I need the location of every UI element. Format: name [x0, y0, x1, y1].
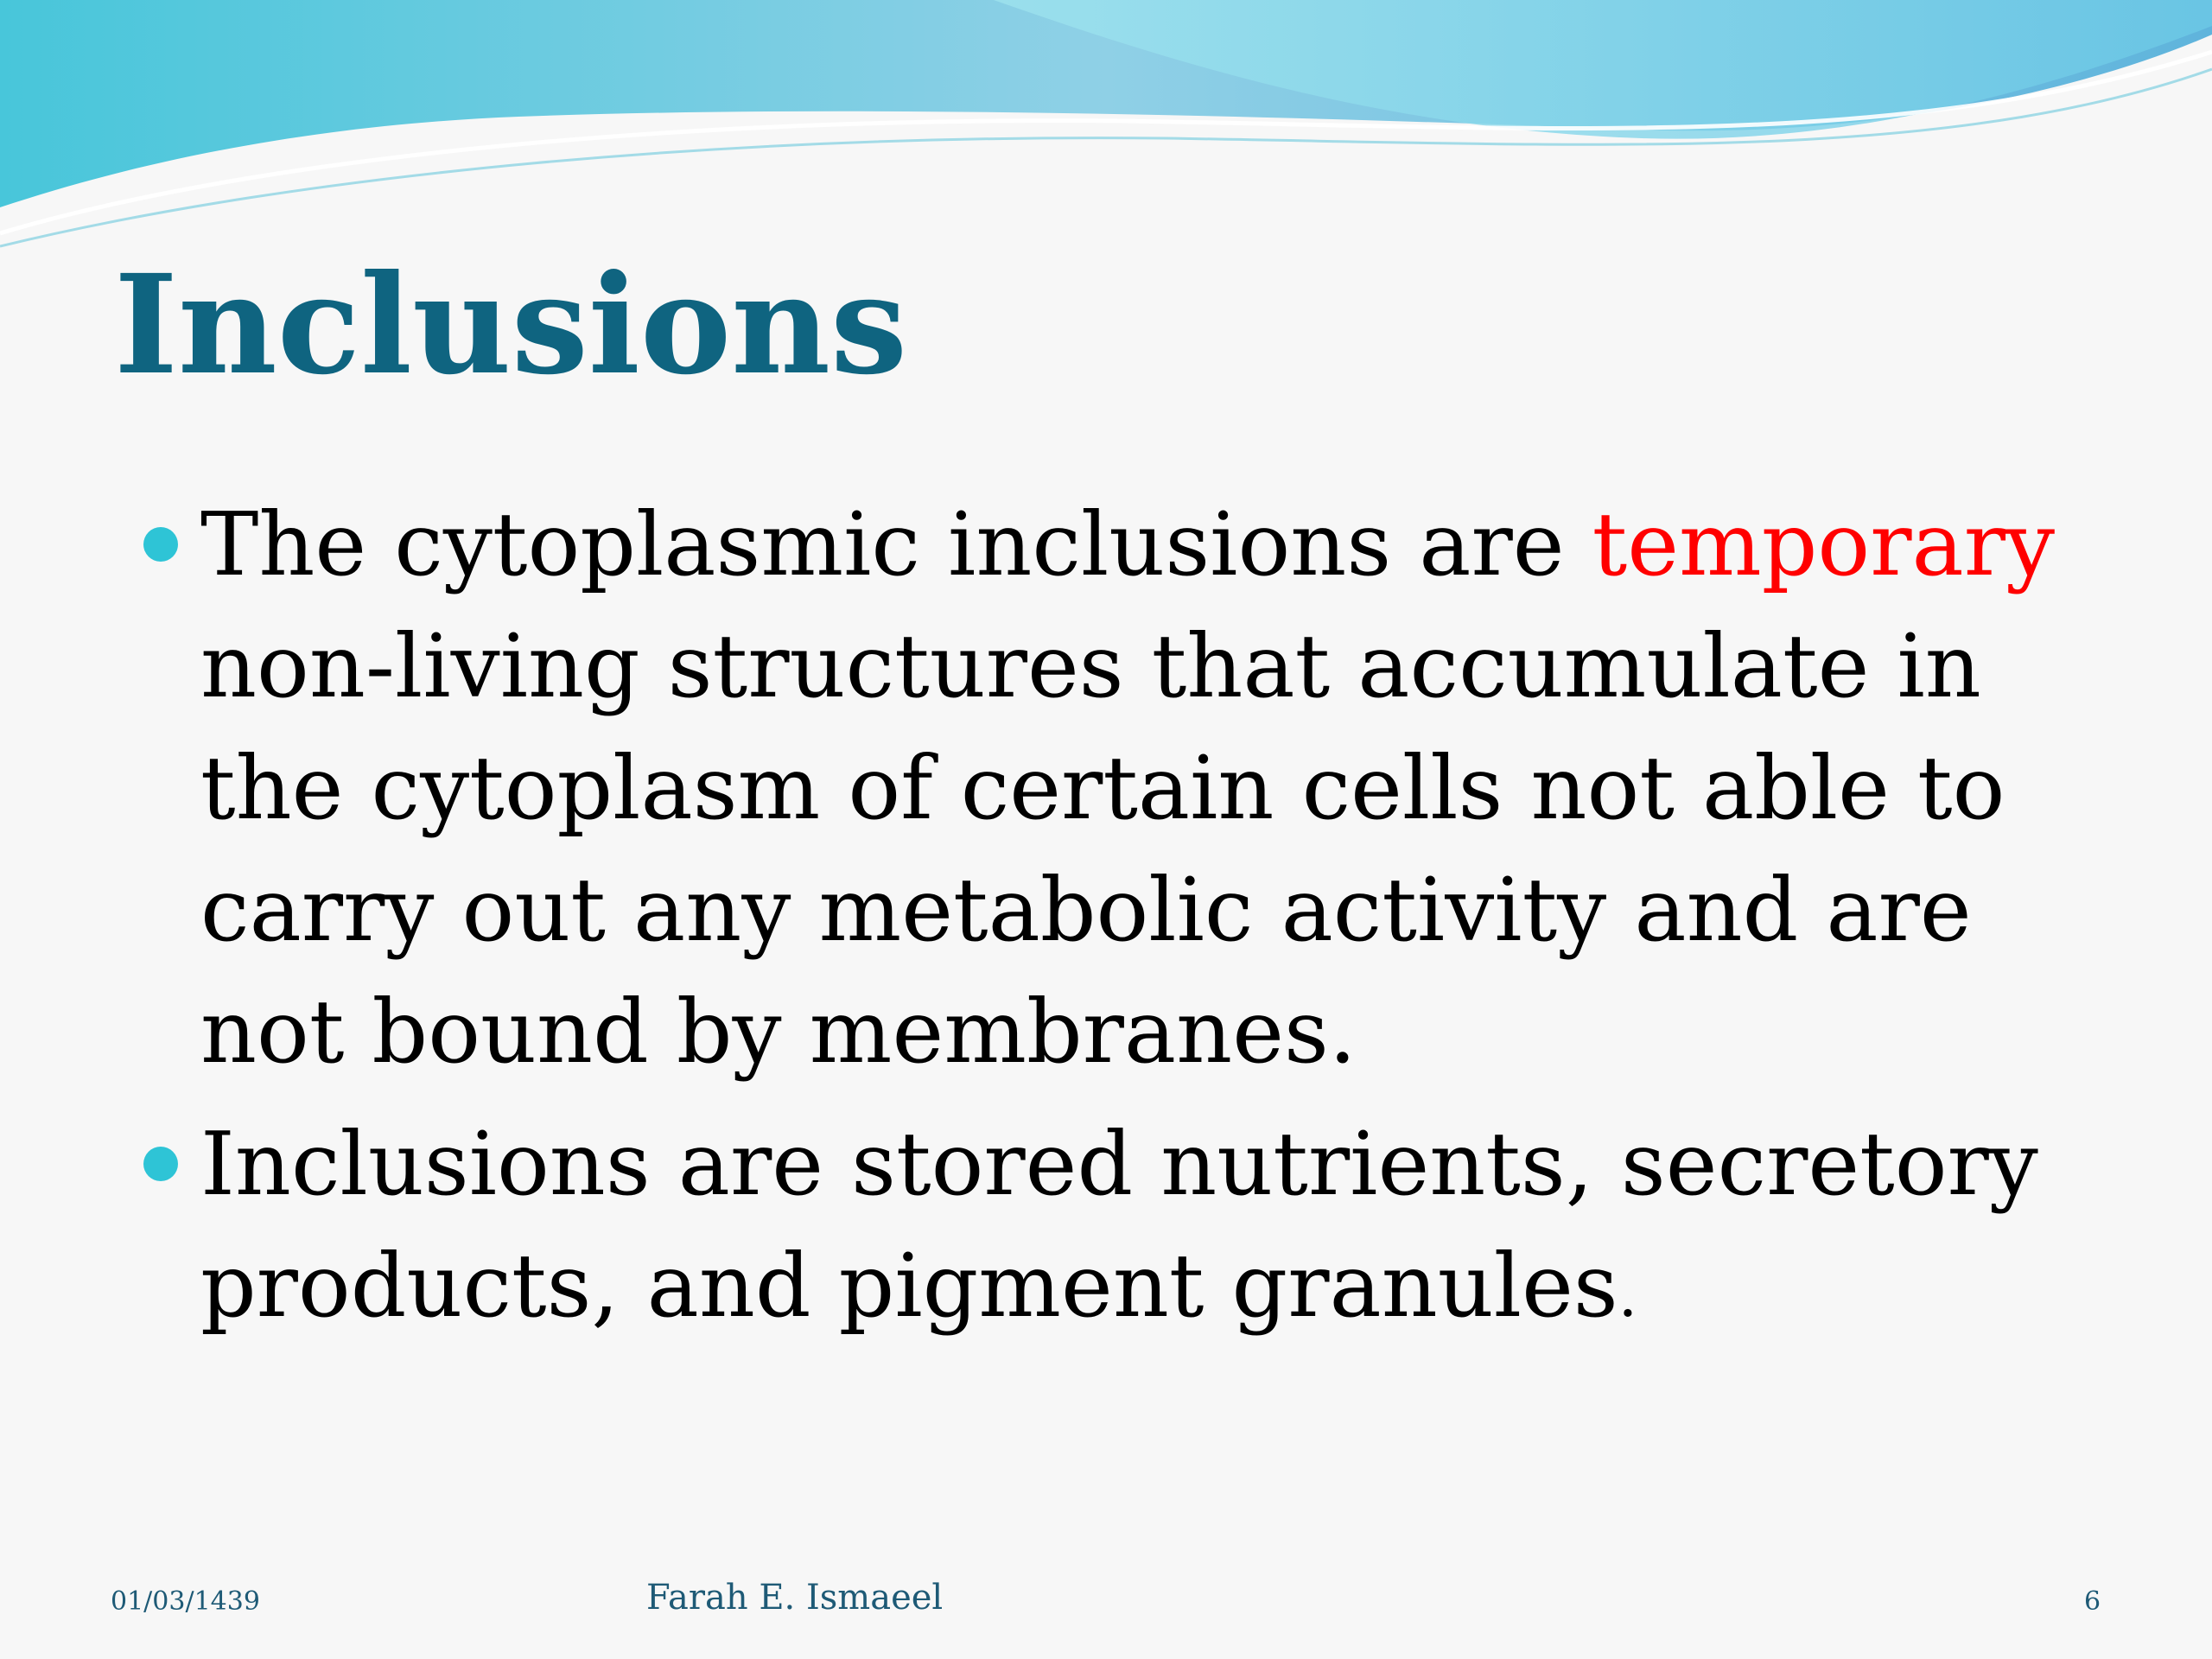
bullet-item	[138, 1103, 2117, 1357]
bullet-text	[200, 493, 2055, 1083]
bullet-dot-icon	[143, 527, 178, 562]
bullet-end-period: .	[1618, 1260, 1637, 1331]
bullet-text-part: Inclusions are stored nutrients, secretory products, and pigment granules	[200, 1113, 2038, 1337]
bullet-text	[200, 1113, 2038, 1337]
bullet-item	[138, 484, 2117, 1093]
bullet-text-part: The cytoplasmic inclusions are	[200, 493, 1592, 595]
footer-date: 01/03/1439	[111, 1586, 260, 1617]
header-wave-decoration	[0, 0, 2212, 259]
bullet-text-part: non-living structures that accumulate in the cytoplasm of certain cells not able to carry out any metabolic activity and are not bound by membranes.	[200, 615, 2005, 1083]
footer-author: Farah E. Ismaeel	[646, 1578, 944, 1618]
footer-page-number: 6	[2084, 1586, 2101, 1617]
bullet-dot-icon	[143, 1147, 178, 1181]
highlight-word: temporary	[1592, 493, 2056, 595]
bullet-list	[138, 484, 2117, 1367]
slide-title: Inclusions	[114, 245, 908, 405]
